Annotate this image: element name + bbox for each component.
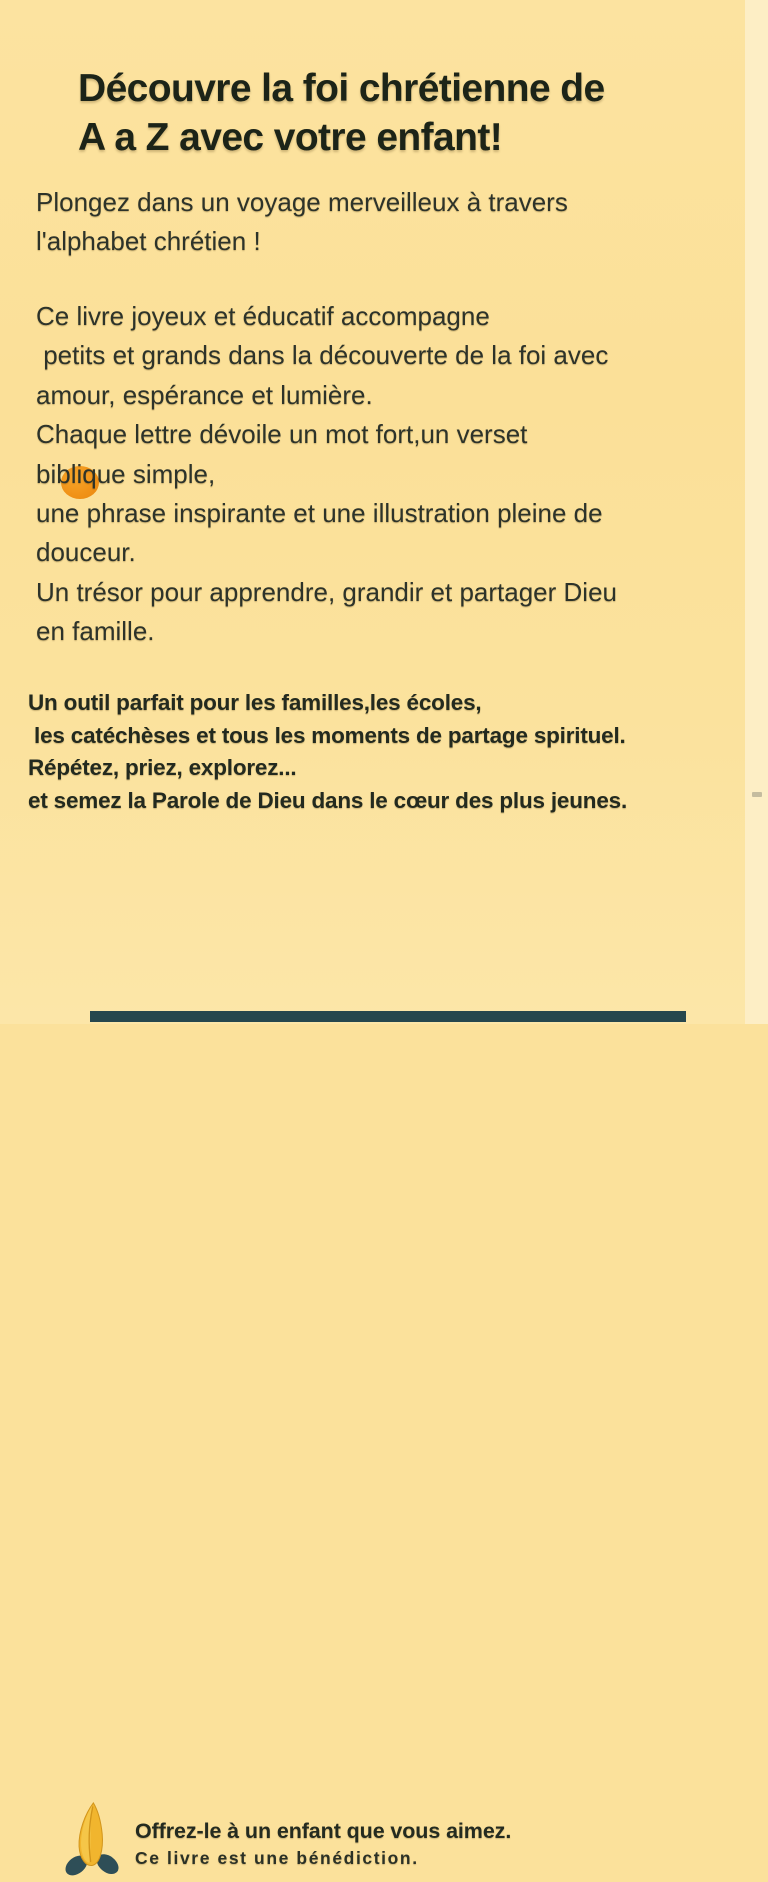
page-title — [78, 64, 718, 162]
highlight-paragraph — [28, 687, 748, 817]
praying-hands-icon — [58, 1800, 126, 1882]
description-line: Ce livre joyeux et éducatif accompagne — [36, 301, 490, 331]
highlight-line: et semez la Parole de Dieu dans le cœur des plus jeunes. — [28, 787, 628, 813]
footer-line-1: Offrez-le à un enfant que vous aimez. — [135, 1819, 512, 1843]
footer-section — [0, 898, 768, 1868]
intro-line-2: l'alphabet chrétien ! — [36, 226, 261, 257]
highlight-line: Répétez, priez, explorez... — [28, 755, 297, 780]
description-line: petits et grands dans la découverte de la foi avec — [36, 340, 609, 371]
description-line: biblique simple, — [36, 458, 216, 489]
description-line: amour, espérance et lumière. — [36, 379, 373, 410]
footer-text — [135, 1819, 511, 1869]
intro-paragraph — [36, 183, 736, 262]
description-paragraph — [36, 297, 736, 652]
edge-artifact-mark — [752, 792, 762, 797]
intro-line-1: Plongez dans un voyage merveilleux à travers — [36, 187, 568, 217]
description-line: Un trésor pour apprendre, grandir et partager Dieu — [36, 576, 617, 607]
highlight-line: Un outil parfait pour les familles,les écoles, — [28, 690, 482, 715]
title-line-1: Découvre la foi chrétienne de — [78, 67, 605, 110]
description-line: Chaque lettre dévoile un mot fort,un verset — [36, 419, 528, 450]
highlight-line: les catéchèses et tous les moments de partage spirituel. — [28, 722, 626, 748]
description-line: douceur. — [36, 537, 136, 568]
description-line: en famille. — [36, 616, 155, 647]
page-edge-band — [745, 0, 768, 1024]
bottom-teal-bar — [90, 1011, 686, 1022]
title-line-2: A a Z avec votre enfant! — [78, 116, 503, 159]
description-line: une phrase inspirante et une illustration pleine de — [36, 498, 603, 529]
footer-line-2: Ce livre est une bénédiction. — [135, 1848, 419, 1868]
